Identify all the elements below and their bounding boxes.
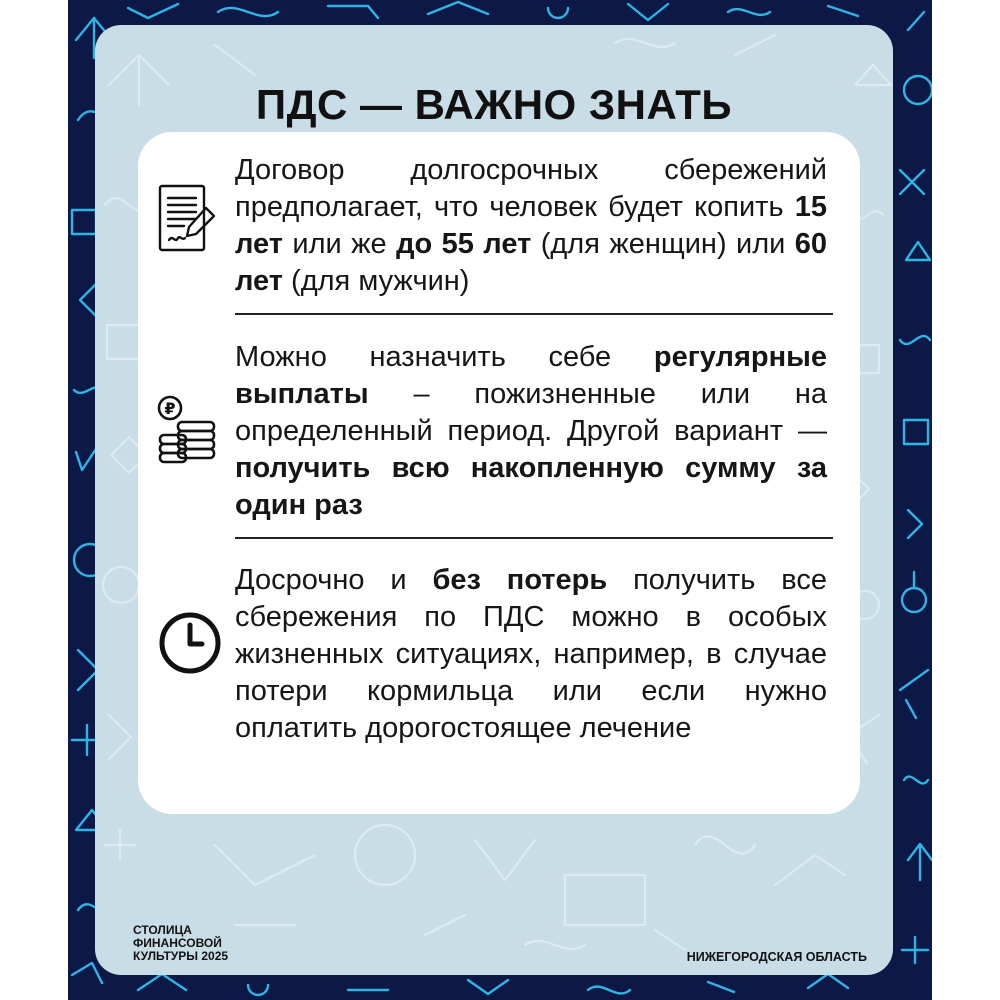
divider [235,537,833,539]
brand-line: ФИНАНСОВОЙ [133,936,222,950]
ruble-sign: ₽ [164,399,176,418]
divider [235,313,833,315]
clock-icon [156,609,224,677]
body-text: Досрочно и [235,564,433,596]
emphasis-text: 60 лет [235,228,828,297]
brand-line: СТОЛИЦА [133,923,192,937]
body-text: получить все сбережения по ПДС можно в особых жизненных ситуациях, например, в случае потери кормильца или если нужно оплатить дорогостоящее лечение [235,564,827,744]
body-text: Можно назначить себе [235,341,654,373]
info-item-text [235,339,827,524]
brand-logo-text [133,924,273,963]
brand-line: КУЛЬТУРЫ 2025 [133,949,229,963]
info-card [138,132,860,814]
emphasis-text: получить всю накопленную сумму за один раз [235,452,827,521]
body-text: Договор долгосрочных сбережений предполагает, что человек будет копить [235,154,827,223]
info-item-text [235,562,827,747]
emphasis-text: регулярные выплаты [235,341,827,410]
background-frame [68,0,932,1000]
body-text: (для женщин) или [531,228,795,260]
emphasis-text: без потерь [432,564,608,596]
contract-signature-icon [156,182,218,258]
info-item-text [235,152,827,300]
emphasis-text: 15 лет [235,191,827,260]
page-title: ПДС — ВАЖНО ЗНАТЬ [255,81,733,128]
emphasis-text: до 55 лет [396,228,532,260]
content-panel [95,25,893,975]
body-text: – пожизненные или на определенный период. Другой вариант — [235,378,827,447]
region-label: НИЖЕГОРОДСКАЯ ОБЛАСТЬ [686,950,867,964]
ruble-coins-icon [156,394,218,466]
body-text: или же [283,228,397,260]
body-text: (для мужчин) [283,265,470,297]
